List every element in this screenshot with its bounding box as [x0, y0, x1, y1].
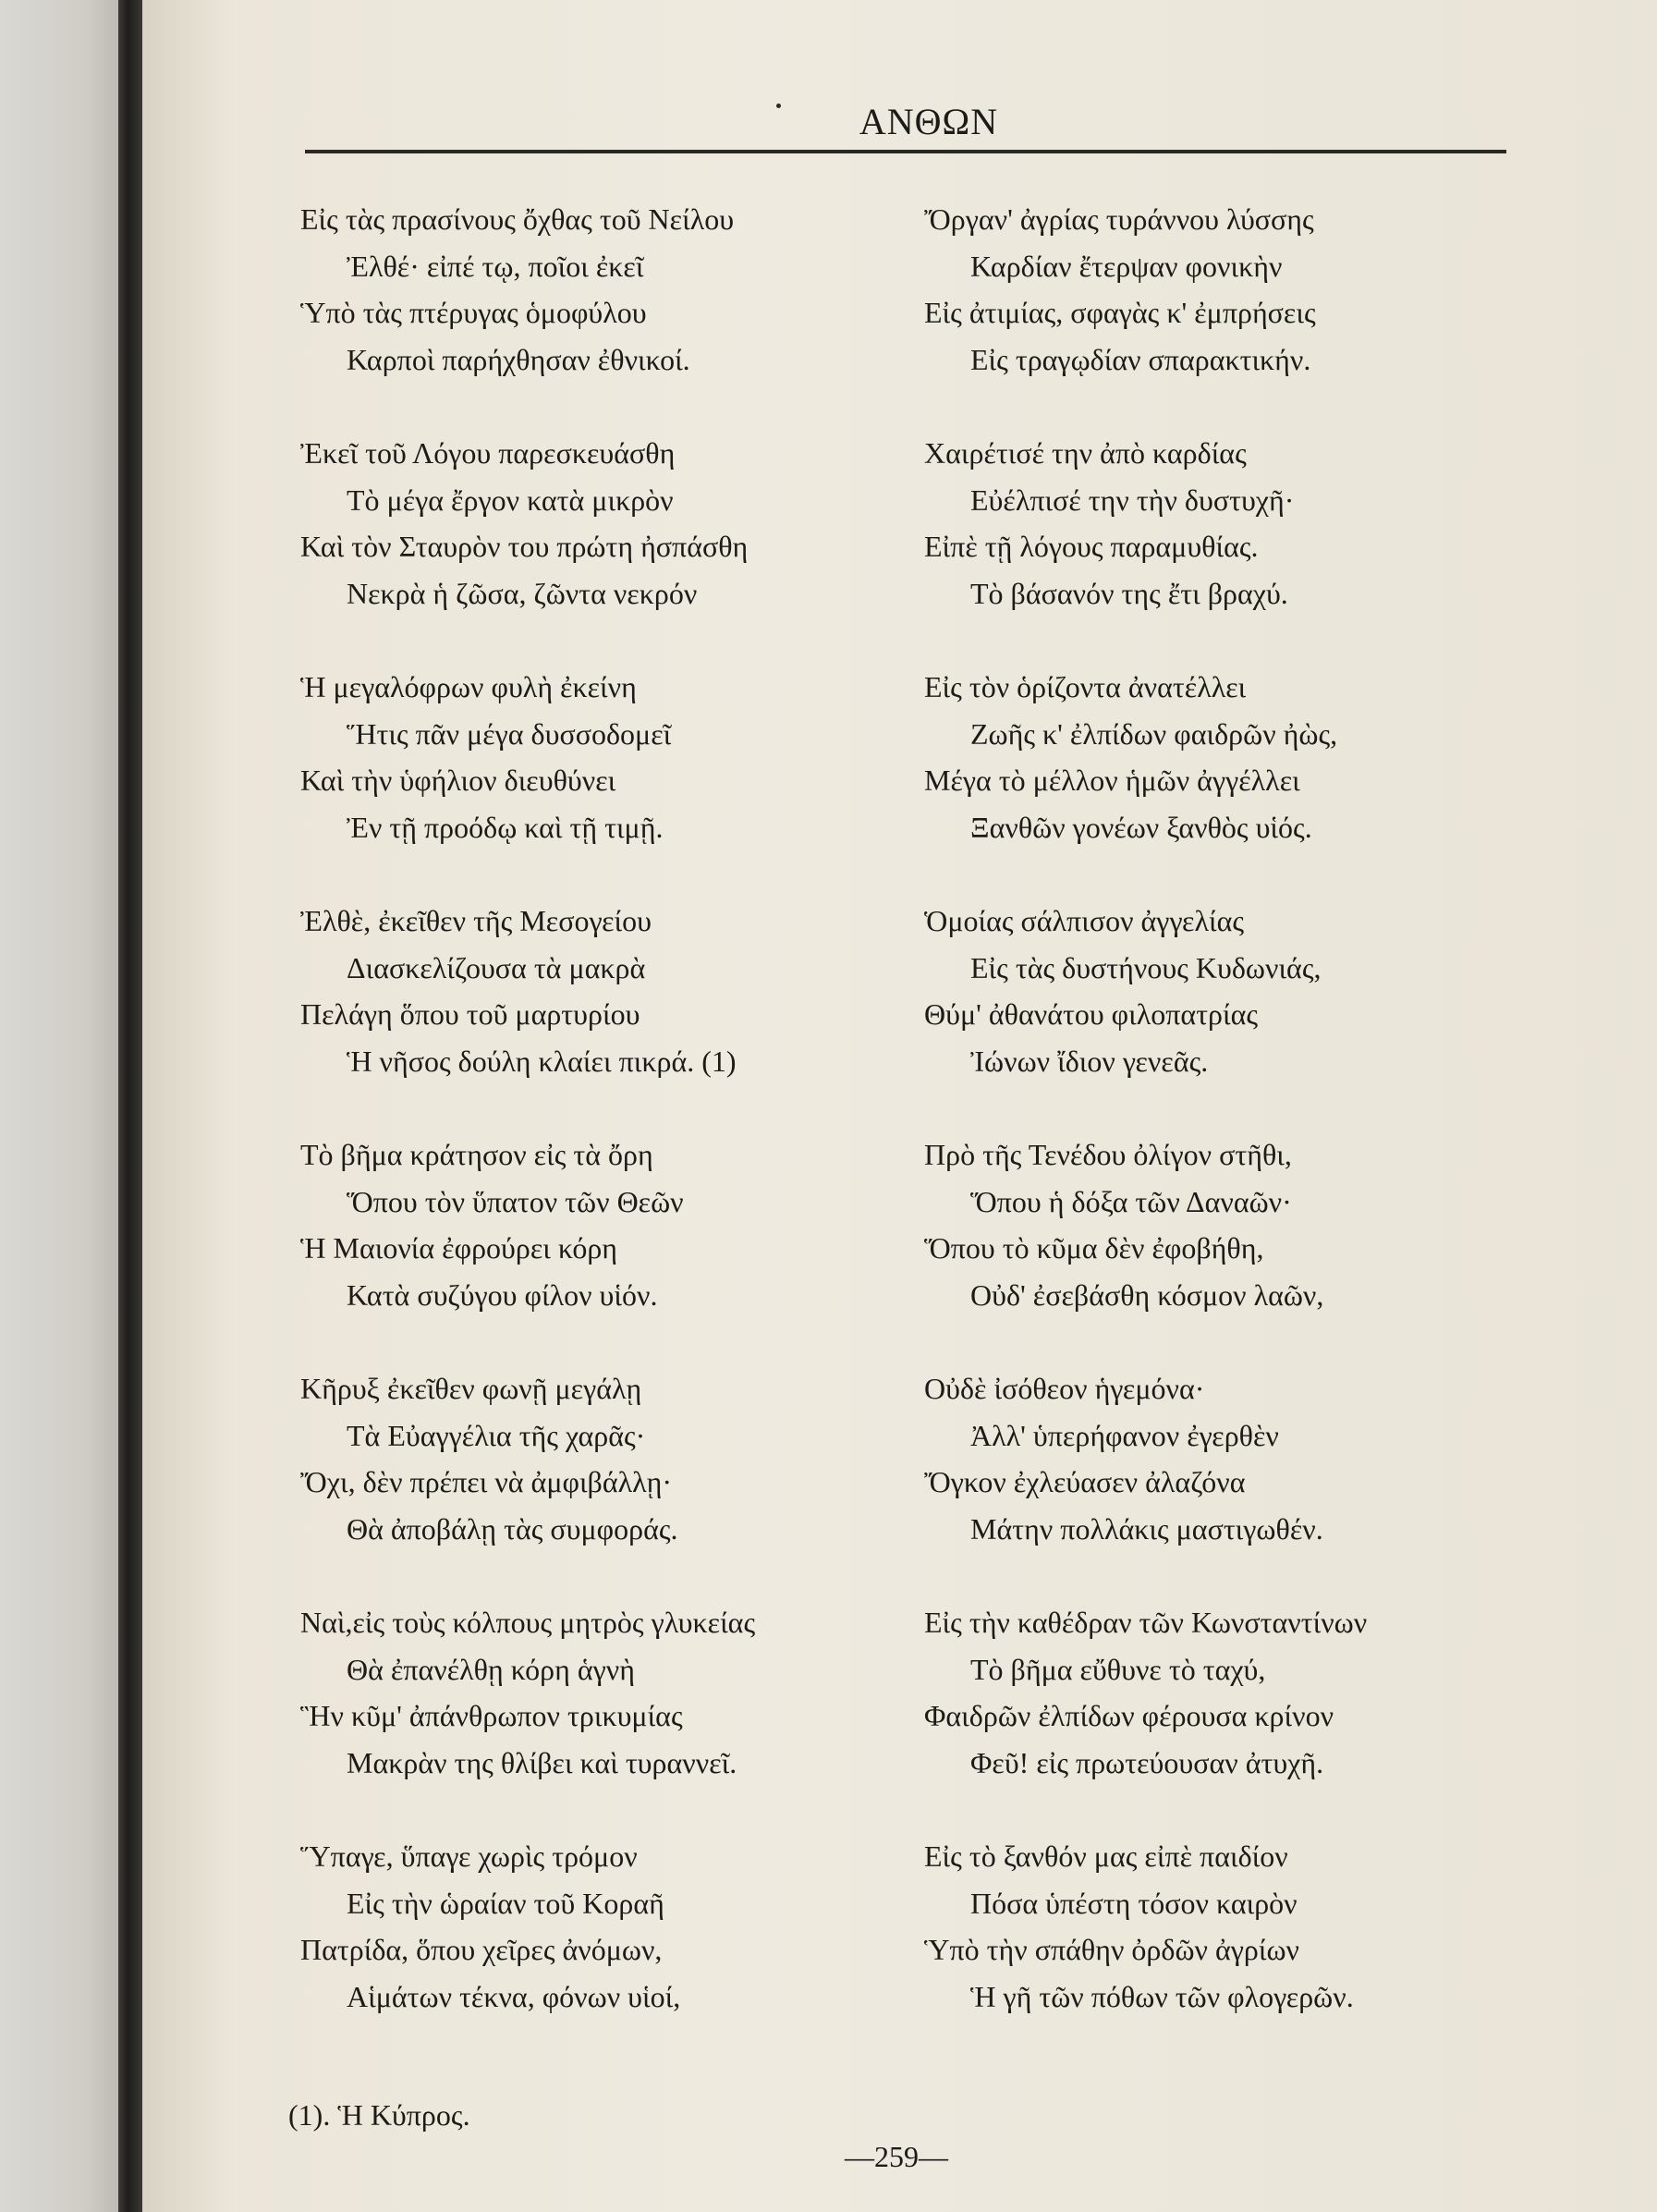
verse-line: Εἰς τὸν ὁρίζοντα ἀνατέλλει: [924, 670, 1247, 703]
running-head: ΑΝΘΩΝ: [859, 101, 999, 142]
verse-line: Μάτην πολλάκις μαστιγωθέν.: [970, 1511, 1323, 1546]
header-rule: [305, 150, 1506, 153]
verse-line: Ἐλθέ· εἰπέ τῳ, ποῖοι ἐκεῖ: [347, 249, 644, 283]
verse-line: Φεῦ! εἰς πρωτεύουσαν ἀτυχῆ.: [970, 1745, 1324, 1779]
right-stanza: [924, 430, 1534, 617]
verse-line: Ξανθῶν γονέων ξανθὸς υἱός.: [970, 810, 1312, 844]
right-stanza: [924, 664, 1534, 850]
verse-line: Εἰς τὰς πρασίνους ὄχθας τοῦ Νείλου: [300, 202, 735, 236]
verse-line: Εἰς τραγῳδίαν σπαρακτικήν.: [970, 342, 1311, 376]
verse-line: Καὶ τὴν ὑφήλιον διευθύνει: [300, 764, 616, 797]
verse-line: Ὄγκον ἐχλεύασεν ἀλαζόνα: [924, 1465, 1246, 1498]
page-number: —259—: [845, 2140, 948, 2173]
left-stanza: [300, 430, 910, 617]
verse-line: Καρδίαν ἔτερψαν φονικὴν: [970, 249, 1283, 283]
verse-line: Κῆρυξ ἐκεῖθεν φωνῇ μεγάλῃ: [300, 1372, 642, 1405]
right-stanza: [924, 1131, 1534, 1318]
verse-line: Ζωῆς κ' ἐλπίδων φαιδρῶν ἠὼς,: [970, 716, 1338, 751]
ink-speck: [776, 104, 781, 108]
verse-line: Πελάγη ὅπου τοῦ μαρτυρίου: [300, 997, 640, 1031]
verse-line: Πρὸ τῆς Τενέδου ὀλίγον στῆθι,: [924, 1138, 1292, 1171]
verse-line: Διασκελίζουσα τὰ μακρὰ: [347, 950, 646, 984]
verse-line: Νεκρὰ ἡ ζῶσα, ζῶντα νεκρόν: [347, 576, 698, 610]
left-stanza: [300, 664, 910, 850]
verse-line: Ἡ μεγαλόφρων φυλὴ ἐκείνη: [300, 670, 637, 703]
right-stanza: [924, 1599, 1534, 1786]
verse-line: Μακρὰν της θλίβει καὶ τυραννεῖ.: [347, 1745, 737, 1779]
verse-line: Πατρίδα, ὅπου χεῖρες ἀνόμων,: [300, 1933, 663, 1966]
verse-line: Ἀλλ' ὑπερήφανον ἐγερθὲν: [970, 1418, 1279, 1452]
left-stanza: [300, 1599, 910, 1786]
left-stanza: [300, 1131, 910, 1318]
verse-line: Ὑπὸ τὴν σπάθην ὀρδῶν ἀγρίων: [924, 1933, 1300, 1966]
verse-line: Ἐλθὲ, ἐκεῖθεν τῆς Μεσογείου: [300, 904, 652, 937]
verse-line: Οὐδ' ἐσεβάσθη κόσμον λαῶν,: [970, 1277, 1324, 1312]
left-stanza: [300, 196, 910, 383]
right-stanza: [924, 1833, 1534, 2020]
verse-line: Εἰς τὸ ξανθόν μας εἰπὲ παιδίον: [924, 1839, 1288, 1873]
verse-line: Ὅπου τὸ κῦμα δὲν ἐφοβήθη,: [924, 1231, 1264, 1265]
verse-line: Ἥτις πᾶν μέγα δυσσοδομεῖ: [347, 716, 672, 751]
book-spine: [118, 0, 142, 2212]
verse-line: Τὸ βάσανόν της ἔτι βραχύ.: [970, 576, 1288, 610]
verse-line: Τὸ μέγα ἔργον κατὰ μικρὸν: [347, 483, 674, 517]
verse-line: Ἡ γῆ τῶν πόθων τῶν φλογερῶν.: [970, 1979, 1354, 2013]
verse-line: Ὄχι, δὲν πρέπει νὰ ἀμφιβάλλῃ·: [300, 1465, 673, 1498]
verse-line: Οὐδὲ ἰσόθεον ἡγεμόνα·: [924, 1372, 1205, 1405]
verse-line: Φαιδρῶν ἐλπίδων φέρουσα κρίνον: [924, 1699, 1334, 1732]
verse-line: Ἰώνων ἴδιον γενεᾶς.: [970, 1044, 1209, 1078]
verse-line: Εἰς τὰς δυστήνους Κυδωνιάς,: [970, 950, 1322, 984]
verse-line: Τὰ Εὐαγγέλια τῆς χαρᾶς·: [347, 1418, 646, 1452]
verse-line: Θὰ ἐπανέλθῃ κόρη ἁγνὴ: [347, 1652, 635, 1686]
verse-line: Καρποὶ παρήχθησαν ἐθνικοί.: [347, 342, 690, 376]
footnote: (1). Ἡ Κύπρος.: [288, 2098, 470, 2132]
left-stanza: [300, 898, 910, 1084]
verse-line: Καὶ τὸν Σταυρὸν του πρώτη ἠσπάσθη: [300, 530, 749, 563]
verse-line: Ὄργαν' ἀγρίας τυράννου λύσσης: [924, 202, 1314, 236]
right-stanza: [924, 1365, 1534, 1552]
verse-line: Ἣν κῦμ' ἀπάνθρωπον τρικυμίας: [300, 1699, 683, 1732]
verse-line: Τὸ βῆμα κράτησον εἰς τὰ ὄρη: [300, 1138, 653, 1171]
verse-line: Ἐκεῖ τοῦ Λόγου παρεσκευάσθη: [300, 436, 676, 470]
verse-line: Εὐέλπισέ την τὴν δυστυχῆ·: [970, 483, 1295, 517]
verse-line: Εἰς ἀτιμίας, σφαγὰς κ' ἐμπρήσεις: [924, 296, 1316, 329]
verse-line: Ἡ Μαιονία ἐφρούρει κόρη: [300, 1231, 618, 1265]
left-stanza: [300, 1365, 910, 1552]
verse-line: Ναὶ,εἰς τοὺς κόλπους μητρὸς γλυκείας: [300, 1606, 756, 1639]
scanner-backdrop: [0, 0, 120, 2212]
verse-line: Πόσα ὑπέστη τόσον καιρὸν: [970, 1886, 1298, 1920]
verse-line: Χαιρέτισέ την ἀπὸ καρδίας: [924, 436, 1247, 470]
verse-line: Θύμ' ἀθανάτου φιλοπατρίας: [924, 997, 1259, 1031]
verse-line: Ὑπὸ τὰς πτέρυγας ὁμοφύλου: [300, 296, 647, 329]
verse-line: Ὅπου ἡ δόξα τῶν Δαναῶν·: [970, 1184, 1292, 1218]
verse-line: Ὅπου τὸν ὕπατον τῶν Θεῶν: [347, 1184, 684, 1218]
verse-line: Ἐν τῇ προόδῳ καὶ τῇ τιμῇ.: [347, 810, 664, 844]
verse-line: Εἰς τὴν καθέδραν τῶν Κωνσταντίνων: [924, 1606, 1368, 1639]
verse-line: Αἱμάτων τέκνα, φόνων υἱοί,: [347, 1979, 681, 2013]
verse-line: Εἰπὲ τῇ λόγους παραμυθίας.: [924, 530, 1259, 563]
verse-line: Εἰς τὴν ὡραίαν τοῦ Κοραῆ: [347, 1886, 664, 1920]
verse-line: Τὸ βῆμα εὔθυνε τὸ ταχύ,: [970, 1652, 1266, 1686]
verse-line: Μέγα τὸ μέλλον ἡμῶν ἀγγέλλει: [924, 764, 1300, 797]
verse-line: Ὕπαγε, ὕπαγε χωρὶς τρόμον: [300, 1839, 638, 1873]
right-column: [924, 196, 1534, 2067]
right-stanza: [924, 898, 1534, 1084]
verse-line: Ἡ νῆσος δούλη κλαίει πικρά. (1): [347, 1044, 737, 1078]
verse-line: Ὁμοίας σάλπισον ἀγγελίας: [924, 904, 1245, 937]
left-column: [300, 196, 910, 2067]
verse-line: Θὰ ἀποβάλῃ τὰς συμφοράς.: [347, 1511, 678, 1546]
right-stanza: [924, 196, 1534, 383]
verse-line: Κατὰ συζύγου φίλον υἱόν.: [347, 1277, 658, 1312]
left-stanza: [300, 1833, 910, 2020]
